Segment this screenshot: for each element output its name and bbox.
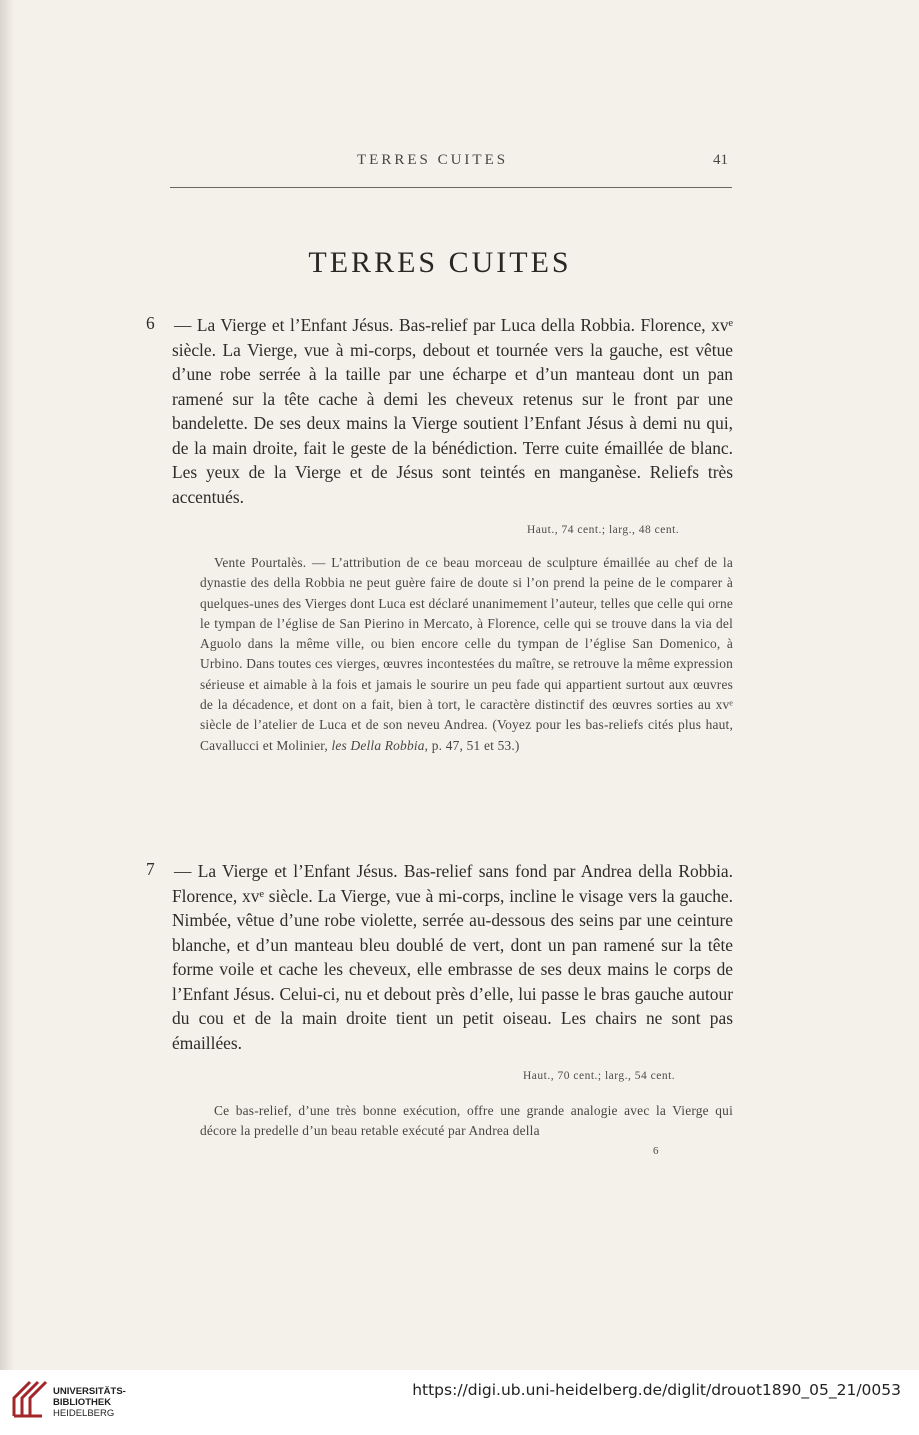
note-citation: , p. 47, 51 et 53.) (424, 737, 520, 753)
university-library-logo-icon[interactable] (8, 1378, 48, 1420)
section-title: TERRES CUITES (308, 246, 572, 279)
note-text: Vente Pourtalès. — L’attribution de ce beau morceau de sculpture émaillée au chef de la dynastie des della Robbia ne peut guère faire de doute si l’on prend la peine de le comparer à quelques-unes des Vierges dont Luca est déclaré unanimement l’auteur, telles que celle qui orne le tympan de l’église de San Pierino in Mercato, à Florence, celle qui se trouve dans la via del Aguolo dans la même ville, ou bien encore celle du tympan de l’église San Domenico, à Urbino. Dans toutes ces vierges, œuvres incontestées du maître, se retrouve la même expression sérieuse et aimable à la fois et jamais le sourire un peu fade qui appartient surtout aux œuvres de la décadence, et dont on a fait, bien à tort, le caractère distinctif des œuvres sorties au xvᵉ siècle de l’atelier de Luca et de son neveu Andrea. (Voyez pour les bas-reliefs cités plus haut, Cavallucci et Molinier, (200, 555, 733, 753)
note-book-title: les Della Robbia (331, 737, 425, 753)
entry-dimensions: Haut., 74 cent.; larg., 48 cent. (527, 524, 680, 536)
library-name[interactable] (53, 1386, 126, 1419)
entry-number: 7 (146, 859, 155, 879)
note-text: Ce bas-relief, d’une très bonne exécution, offre une grande analogie avec la Vierge qui décore la predelle d’un beau retable exécuté par Andrea della (200, 1103, 733, 1139)
running-head (0, 152, 919, 176)
page-gutter-shadow (0, 0, 14, 1370)
header-rule (170, 187, 732, 188)
library-name-line: UNIVERSITÄTS- (53, 1386, 126, 1397)
entry-note (200, 1101, 733, 1142)
entry-description: — La Vierge et l’Enfant Jésus. Bas-relief sans fond par Andrea della Robbia. Florence, xvᵉ siècle. La Vierge, vue à mi-corps, incline le visage vers la gauche. Nimbée, vêtue d’une robe violette, serrée au-dessous des seins par une ceinture blanche, et d’un manteau bleu doublé de vert, dont un pan ramené sur la tête forme voile et cache les cheveux, elle embrasse de ses deux mains le corps de l’Enfant Jésus. Celui-ci, nu et debout près d’elle, lui passe le bras gauche autour du cou et de la main droite tient un petit oiseau. Les chairs ne sont pas émaillées. (172, 861, 733, 1053)
viewer-footer (0, 1370, 919, 1435)
running-head-title: TERRES CUITES (357, 152, 509, 168)
library-name-line: BIBLIOTHEK (53, 1397, 112, 1408)
library-city: HEIDELBERG (53, 1408, 115, 1419)
entry-number: 6 (146, 313, 155, 333)
signature-mark: 6 (653, 1145, 659, 1157)
permalink-url[interactable]: https://digi.ub.uni-heidelberg.de/diglit/drouot1890_05_21/0053 (412, 1381, 901, 1399)
page-number: 41 (713, 152, 728, 168)
entry-note (200, 553, 733, 756)
entry-dimensions: Haut., 70 cent.; larg., 54 cent. (523, 1070, 676, 1082)
entry-description: — La Vierge et l’Enfant Jésus. Bas-relief par Luca della Robbia. Florence, xvᵉ siècle. La Vierge, vue à mi-corps, debout et tournée vers la gauche, est vêtue d’une robe serrée à la taille par une écharpe et d’un manteau dont un pan ramené sur la tête cache à demi les cheveux retenus sur le front par une bandelette. De ses deux mains la Vierge soutient l’Enfant Jésus à demi nu qui, de la main droite, fait le geste de la bénédiction. Terre cuite émaillée de blanc. Les yeux de la Vierge et de Jésus sont teintés en manganèse. Reliefs très accentués. (172, 315, 733, 507)
